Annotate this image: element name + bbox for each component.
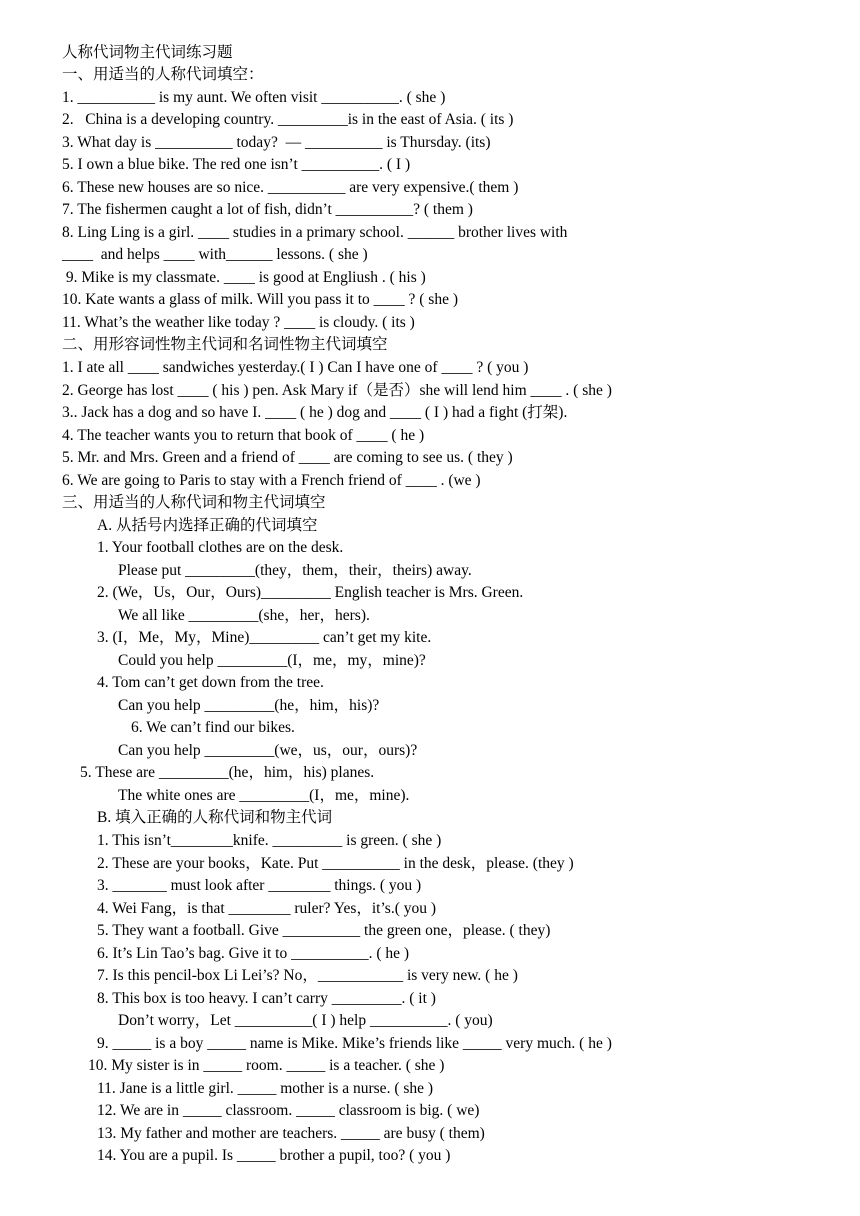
exercise-line: 6. We can’t find our bikes. <box>131 719 295 736</box>
exercise-line: 6. We are going to Paris to stay with a French friend of ____ . (we ) <box>62 472 481 489</box>
exercise-line: 13. My father and mother are teachers. _____ are busy ( them) <box>97 1125 485 1142</box>
exercise-line: 4. The teacher wants you to return that book of ____ ( he ) <box>62 427 425 444</box>
exercise-line: 5. I own a blue bike. The red one isn’t __________. ( I ) <box>62 156 411 173</box>
exercise-line: 5. Mr. and Mrs. Green and a friend of ____ are coming to see us. ( they ) <box>62 449 513 466</box>
exercise-line: 14. You are a pupil. Is _____ brother a pupil, too? ( you ) <box>97 1147 451 1164</box>
exercise-line: 1. __________ is my aunt. We often visit __________. ( she ) <box>62 89 446 106</box>
exercise-line: 3. _______ must look after ________ things. ( you ) <box>97 877 422 894</box>
exercise-line: 11. What’s the weather like today ? ____ is cloudy. ( its ) <box>62 314 415 331</box>
subsection-b-heading: B. 填入正确的人称代词和物主代词 <box>97 809 333 826</box>
exercise-line: 5. They want a football. Give __________ the green one，please. ( they) <box>97 922 551 939</box>
exercise-line: 8. This box is too heavy. I can’t carry _________. ( it ) <box>97 990 436 1007</box>
exercise-line: 1. This isn’t________knife. _________ is green. ( she ) <box>97 832 442 849</box>
exercise-line: Could you help _________(I，me，my，mine)? <box>118 652 426 669</box>
exercise-line: 10. Kate wants a glass of milk. Will you pass it to ____ ? ( she ) <box>62 291 459 308</box>
exercise-line: 6. It’s Lin Tao’s bag. Give it to __________. ( he ) <box>97 945 410 962</box>
exercise-line: 6. These new houses are so nice. __________ are very expensive.( them ) <box>62 179 519 196</box>
exercise-line: 4. Wei Fang，is that ________ ruler? Yes，it’s.( you ) <box>97 900 437 917</box>
exercise-line: 4. Tom can’t get down from the tree. <box>97 674 324 691</box>
exercise-line: 3. What day is __________ today? — __________ is Thursday. (its) <box>62 134 491 151</box>
exercise-line: Can you help _________(he，him，his)? <box>118 697 380 714</box>
exercise-line: 11. Jane is a little girl. _____ mother is a nurse. ( she ) <box>97 1080 434 1097</box>
exercise-line: 3.. Jack has a dog and so have I. ____ ( he ) dog and ____ ( I ) had a fight (打架). <box>62 404 568 421</box>
exercise-line: Please put _________(they，them，their，theirs) away. <box>118 562 472 579</box>
section-3-heading: 三、用适当的人称代词和物主代词填空 <box>62 494 326 511</box>
exercise-line: 7. Is this pencil-box Li Lei’s? No，___________ is very new. ( he ) <box>97 967 518 984</box>
exercise-line: 1. Your football clothes are on the desk. <box>97 539 344 556</box>
exercise-line: ____ and helps ____ with______ lessons. ( she ) <box>62 246 368 263</box>
exercise-line: 2. (We，Us，Our，Ours)_________ English teacher is Mrs. Green. <box>97 584 524 601</box>
exercise-line: Can you help _________(we，us，our，ours)? <box>118 742 418 759</box>
exercise-line: 10. My sister is in _____ room. _____ is a teacher. ( she ) <box>88 1057 445 1074</box>
exercise-line: 8. Ling Ling is a girl. ____ studies in a primary school. ______ brother lives with <box>62 224 568 241</box>
exercise-line: 3. (I，Me，My，Mine)_________ can’t get my kite. <box>97 629 432 646</box>
exercise-line: We all like _________(she，her，hers). <box>118 607 370 624</box>
exercise-line: Don’t worry，Let __________( I ) help __________. ( you) <box>118 1012 493 1029</box>
section-1-heading: 一、用适当的人称代词填空： <box>62 66 264 83</box>
subsection-a-heading: A. 从括号内选择正确的代词填空 <box>97 517 318 534</box>
exercise-line: 2. China is a developing country. _________is in the east of Asia. ( its ) <box>62 111 514 128</box>
worksheet-title: 人称代词物主代词练习题 <box>62 44 233 61</box>
exercise-line: 2. George has lost ____ ( his ) pen. Ask Mary if（是否）she will lend him ____ . ( she ) <box>62 382 612 399</box>
exercise-line: 9. Mike is my classmate. ____ is good at Engliush . ( his ) <box>62 269 426 286</box>
section-2-heading: 二、用形容词性物主代词和名词性物主代词填空 <box>62 336 388 353</box>
exercise-line: 5. These are _________(he，him，his) planes. <box>80 764 375 781</box>
exercise-line: 1. I ate all ____ sandwiches yesterday.( I ) Can I have one of ____ ? ( you ) <box>62 359 529 376</box>
exercise-line: 7. The fishermen caught a lot of fish, didn’t __________? ( them ) <box>62 201 473 218</box>
exercise-line: 9. _____ is a boy _____ name is Mike. Mike’s friends like _____ very much. ( he ) <box>97 1035 612 1052</box>
exercise-line: The white ones are _________(I，me，mine). <box>118 787 410 804</box>
exercise-line: 12. We are in _____ classroom. _____ classroom is big. ( we) <box>97 1102 480 1119</box>
exercise-line: 2. These are your books，Kate. Put __________ in the desk，please. (they ) <box>97 855 574 872</box>
